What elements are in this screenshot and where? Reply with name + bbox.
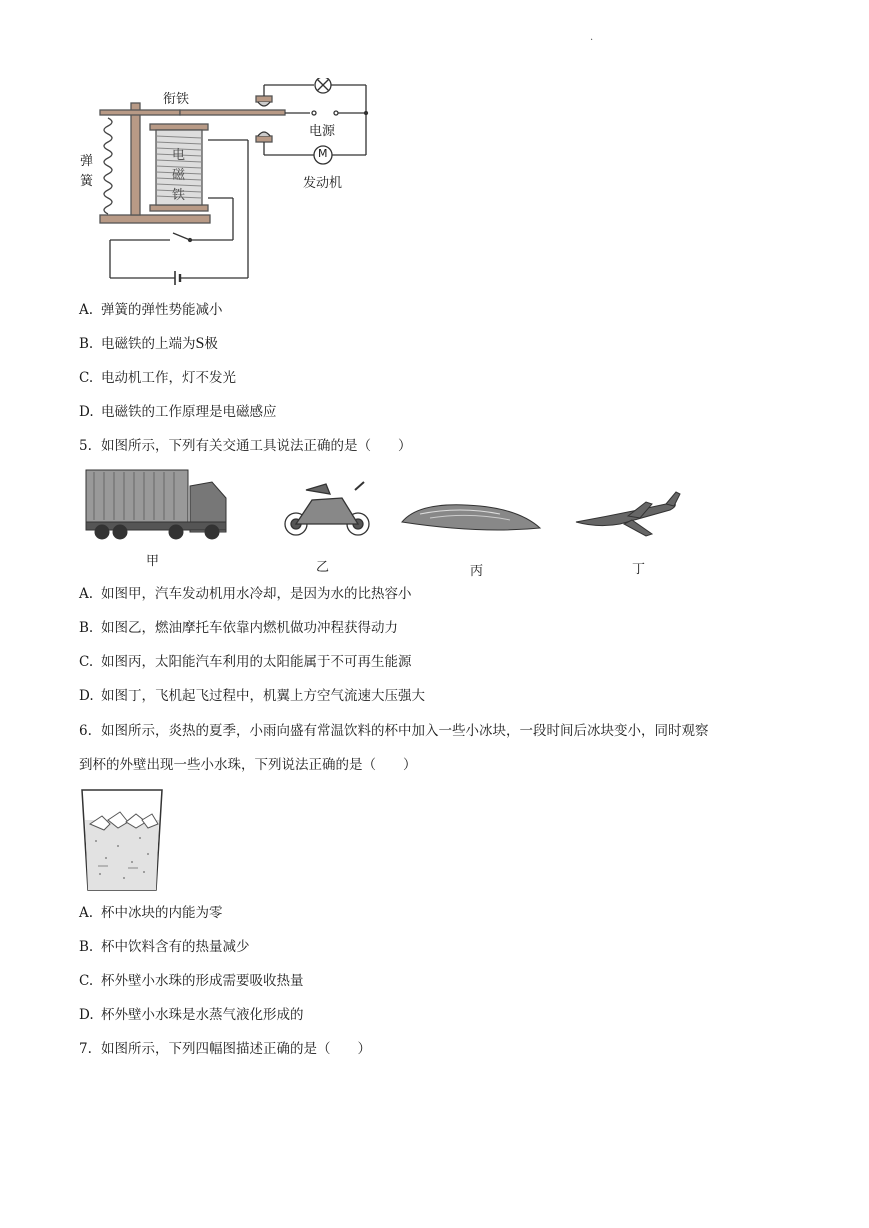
q5-stem: 5. 如图所示，下列有关交通工具说法正确的是（ ）: [79, 438, 412, 454]
relay-circuit-figure: [78, 78, 378, 288]
header-dot: .: [590, 32, 594, 43]
label-coil-2: 磁: [172, 168, 186, 183]
q6-stem-line1: 6. 如图所示，炎热的夏季，小雨向盛有常温饮料的杯中加入一些小冰块，一段时间后冰块变小，同时观察: [79, 723, 709, 739]
label-jia: 甲: [146, 554, 160, 569]
label-spring-bottom: 簧: [80, 174, 94, 189]
cup-with-ice-illustration: [78, 786, 168, 894]
q7-stem: 7. 如图所示，下列四幅图描述正确的是（ ）: [79, 1041, 371, 1057]
motorcycle-icon: [285, 482, 369, 535]
q4-option-c: C. 电动机工作，灯不发光: [79, 370, 236, 386]
cup-figure: [78, 786, 168, 894]
label-yi: 乙: [316, 560, 330, 575]
q6-option-a: A. 杯中冰块的内能为零: [79, 905, 223, 921]
label-power: 电源: [309, 124, 336, 139]
q6-option-c: C. 杯外壁小水珠的形成需要吸收热量: [79, 973, 304, 989]
label-coil-3: 铁: [172, 188, 186, 203]
truck-icon: [86, 470, 226, 539]
q5-option-c: C. 如图丙，太阳能汽车利用的太阳能属于不可再生能源: [79, 654, 412, 670]
label-spring-top: 弹: [80, 154, 94, 169]
q6-option-d: D. 杯外壁小水珠是水蒸气液化形成的: [79, 1007, 304, 1023]
q5-option-b: B. 如图乙，燃油摩托车依靠内燃机做功冲程获得动力: [79, 620, 398, 636]
vehicles-figure: [80, 462, 700, 580]
label-bing: 丙: [470, 564, 484, 579]
label-motor-symbol: M: [318, 147, 328, 160]
q6-option-b: B. 杯中饮料含有的热量减少: [79, 939, 250, 955]
label-coil-1: 电: [172, 148, 186, 163]
solar-car-icon: [402, 505, 540, 530]
q4-option-d: D. 电磁铁的工作原理是电磁感应: [79, 404, 277, 420]
q6-stem-line2: 到杯的外壁出现一些小水珠，下列说法正确的是（ ）: [79, 757, 417, 773]
airplane-icon: [576, 492, 680, 536]
label-ding: 丁: [632, 562, 646, 577]
q5-option-a: A. 如图甲，汽车发动机用水冷却，是因为水的比热容小: [79, 586, 412, 602]
q4-option-b: B. 电磁铁的上端为S极: [79, 335, 218, 352]
q4-option-a: A. 弹簧的弹性势能减小: [79, 302, 223, 318]
label-motor: 发动机: [303, 176, 343, 191]
q5-option-d: D. 如图丁，飞机起飞过程中，机翼上方空气流速大压强大: [79, 688, 425, 704]
vehicles-illustration: [80, 462, 700, 580]
label-armature: 衔铁: [163, 92, 190, 107]
